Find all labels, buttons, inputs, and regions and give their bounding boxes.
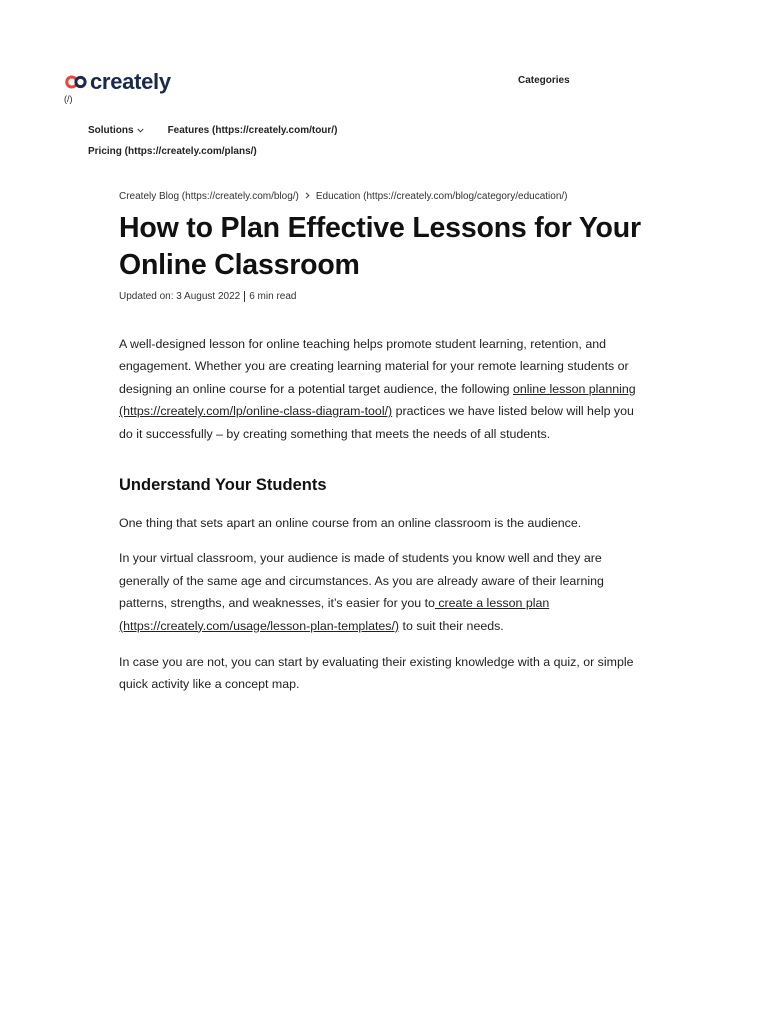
article-meta (119, 291, 296, 303)
meta-divider (244, 291, 245, 302)
article-body (119, 333, 649, 696)
paragraph-virtual-classroom-end: to suit their needs. (399, 618, 504, 633)
creately-logo-link[interactable] (64, 70, 171, 94)
intro-text-end: practices we have listed below will help you do it successfully – by creating something that meets the needs of all students. (119, 404, 634, 441)
paragraph-virtual-classroom (119, 547, 649, 637)
create-lesson-plan-link[interactable]: create a lesson plan (https://creately.com/usage/lesson-plan-templates/) (119, 596, 550, 633)
logo-url-text: (/) (64, 94, 73, 104)
nav-row (88, 125, 337, 137)
paragraph-audience: One thing that sets apart an online course from an online classroom is the audience. (119, 516, 582, 531)
categories-menu[interactable]: Categories (518, 75, 570, 86)
chevron-right-icon (305, 191, 310, 203)
section-heading: Understand Your Students (119, 476, 327, 495)
nav-item-solutions-label: Solutions (88, 125, 134, 136)
creately-logo (64, 70, 171, 94)
nav-item-features[interactable]: Features (https://creately.com/tour/) (167, 125, 338, 136)
paragraph-evaluate: In case you are not, you can start by evaluating their existing knowledge with a quiz, or simple quick activity like a concept map. (119, 655, 634, 692)
breadcrumb (119, 191, 568, 203)
intro-text-start: A well-designed lesson for online teaching helps promote student learning, retention, and engagement. Whether you are creating learning material for your remote learning students or designing an online course for a potential target audience, the following (119, 337, 629, 396)
intro-paragraph (119, 333, 649, 445)
online-lesson-planning-link[interactable]: online lesson planning (https://creately.com/lp/online-class-diagram-tool/) (119, 381, 636, 419)
paragraph-virtual-classroom-text: In your virtual classroom, your audience is made of students you know well and they are generally of the same age and circumstances. As you are already aware of their learning patterns, strengths, and weaknesses, it’s easier for you to (119, 551, 604, 611)
logo-wordmark: creately (90, 69, 171, 94)
breadcrumb-item-blog[interactable]: Creately Blog (https://creately.com/blog/) (119, 191, 299, 202)
updated-date: Updated on: 3 August 2022 (119, 291, 241, 303)
chevron-down-icon (137, 125, 144, 137)
breadcrumb-item-education[interactable]: Education (https://creately.com/blog/category/education/) (315, 191, 568, 202)
nav-item-solutions[interactable] (88, 125, 144, 137)
creately-logo-icon (64, 75, 88, 89)
read-time: 6 min read (249, 291, 297, 303)
article-title: How to Plan Effective Lessons for Your Online Classroom (119, 212, 641, 281)
nav-item-pricing[interactable]: Pricing (https://creately.com/plans/) (88, 146, 257, 157)
